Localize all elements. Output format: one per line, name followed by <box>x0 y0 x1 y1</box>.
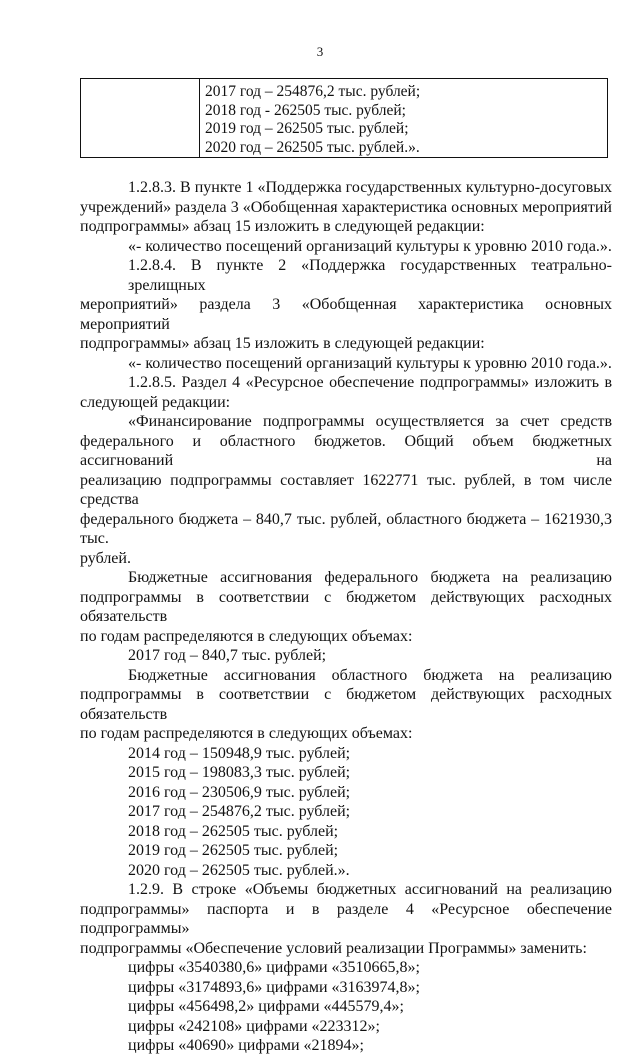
list-item: 2017 год – 254876,2 тыс. рублей; <box>128 803 351 820</box>
text-line: рублей. <box>80 549 131 567</box>
text-line: 1.2.8.5. Раздел 4 «Ресурсное обеспечение подпрограммы» изложить в <box>128 374 612 391</box>
paragraph-1-2-8-4 <box>80 256 612 354</box>
text-line: федерального бюджета – 840,7 тыс. рублей, областного бюджета – 1621930,3 тыс. <box>80 510 612 547</box>
text-line: Бюджетные ассигнования областного бюджета на реализацию <box>128 666 612 684</box>
list-item: цифры «3540380,6» цифрами «3510665,8»; <box>128 959 420 976</box>
list-item: 2015 год – 198083,3 тыс. рублей; <box>128 764 351 781</box>
text-line: реализацию подпрограммы составляет 1622771 тыс. рублей, в том числе средства <box>80 471 612 508</box>
list-item: цифры «456498,2» цифрами «445579,4»; <box>128 998 404 1015</box>
funding-table-continuation <box>80 78 608 158</box>
list-item: 2014 год – 150948,9 тыс. рублей; <box>128 744 351 762</box>
list-item: 2016 год – 230506,9 тыс. рублей; <box>128 783 351 801</box>
list-item: 2020 год – 262505 тыс. рублей.». <box>128 861 350 879</box>
paragraph-federal-budget <box>80 568 612 646</box>
list-item: цифры «40690» цифрами «21894»; <box>128 1037 364 1054</box>
regional-years-list <box>80 744 612 881</box>
federal-year-line: 2017 год – 840,7 тыс. рублей; <box>128 647 327 664</box>
table-row: 2017 год – 254876,2 тыс. рублей; <box>205 83 421 100</box>
text-line: подпрограммы» абзац 15 изложить в следующей редакции: <box>80 218 485 235</box>
table-empty-cell <box>81 79 200 158</box>
list-item: 2018 год – 262505 тыс. рублей; <box>128 822 339 840</box>
list-item: цифры «242108» цифрами «223312»; <box>128 1017 380 1035</box>
text-line: Бюджетные ассигнования федерального бюджета на реализацию <box>128 569 612 586</box>
text-line: федерального и областного бюджетов. Общий объем бюджетных ассигнований на <box>80 432 612 469</box>
paragraph-regional-budget <box>80 666 612 744</box>
text-line: учреждений» раздела 3 «Обобщенная характеристика основных мероприятий <box>80 198 612 216</box>
text-line: 1.2.9. В строке «Объемы бюджетных ассигнований на реализацию <box>128 881 612 898</box>
text-line: следующей редакции: <box>80 393 231 411</box>
text-line: подпрограммы «Обеспечение условий реализации Программы» заменить: <box>80 939 587 957</box>
table-row: 2020 год – 262505 тыс. рублей.». <box>205 138 420 156</box>
list-item: цифры «3174893,6» цифрами «3163974,8»; <box>128 978 420 996</box>
page-number: 3 <box>316 44 324 59</box>
replacements-list <box>80 958 612 1056</box>
document-body <box>80 178 612 1056</box>
text-line: по годам распределяются в следующих объемах: <box>80 725 413 742</box>
list-item: 2019 год – 262505 тыс. рублей; <box>128 842 339 859</box>
text-line: 1.2.8.4. В пункте 2 «Поддержка государственных театрально-зрелищных <box>128 257 612 294</box>
table-row: 2019 год – 262505 тыс. рублей; <box>205 120 409 137</box>
text-line: подпрограммы» паспорта и в разделе 4 «Ресурсное обеспечение подпрограммы» <box>80 900 612 937</box>
table-row: 2018 год - 262505 тыс. рублей; <box>205 101 406 119</box>
text-line: подпрограммы в соответствии с бюджетом действующих расходных обязательств <box>80 686 612 723</box>
table-years-cell <box>200 79 608 158</box>
text-line: по годам распределяются в следующих объемах: <box>80 627 413 645</box>
paragraph-1-2-8-5 <box>80 373 612 412</box>
quote-line: «- количество посещений организаций культуры к уровню 2010 года.». <box>128 237 612 255</box>
text-line: подпрограммы» абзац 15 изложить в следующей редакции: <box>80 335 485 352</box>
text-line: 1.2.8.3. В пункте 1 «Поддержка государственных культурно-досуговых <box>128 179 612 196</box>
quote-line: «- количество посещений организаций культуры к уровню 2010 года.». <box>128 354 612 372</box>
text-line: «Финансирование подпрограммы осуществляется за счет средств <box>128 413 612 430</box>
paragraph-1-2-8-3 <box>80 178 612 237</box>
paragraph-1-2-9 <box>80 880 612 958</box>
text-line: подпрограммы в соответствии с бюджетом действующих расходных обязательств <box>80 588 612 625</box>
paragraph-financing <box>80 412 612 568</box>
text-line: мероприятий» раздела 3 «Обобщенная характеристика основных мероприятий <box>80 296 612 333</box>
